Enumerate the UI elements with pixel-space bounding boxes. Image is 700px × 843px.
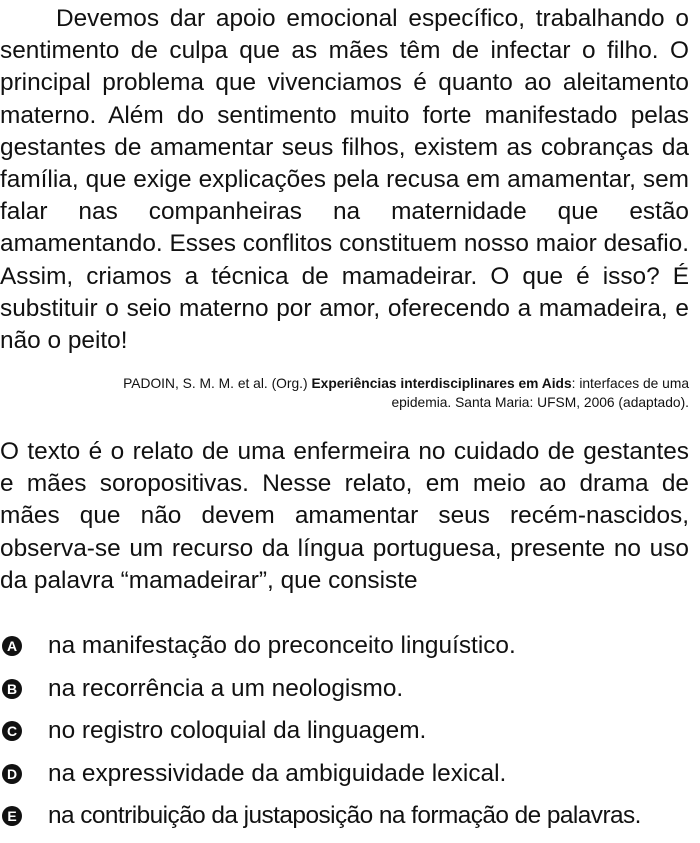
citation-rest: : interfaces de uma epidemia. Santa Maria: UFSM, 2006 (adaptado).	[391, 376, 689, 410]
option-a-text: na manifestação do preconceito linguístico.	[48, 632, 516, 659]
option-a[interactable]	[0, 630, 700, 673]
option-e[interactable]	[0, 800, 700, 843]
source-citation	[89, 374, 689, 412]
option-e-text: na contribuição da justaposição na formação de palavras.	[48, 802, 641, 829]
citation-authors: PADOIN, S. M. M. et al. (Org.)	[123, 376, 308, 391]
option-b-letter-badge: B	[2, 679, 22, 699]
answer-options	[0, 630, 700, 843]
option-e-letter-badge: E	[2, 806, 22, 826]
option-d[interactable]	[0, 758, 700, 801]
option-b[interactable]	[0, 673, 700, 716]
option-a-letter-badge: A	[2, 636, 22, 656]
passage-text: Devemos dar apoio emocional específico, trabalhando o sentimento de culpa que as mães têm de infectar o filho. O principal problema que vivenciamos é quanto ao aleitamento materno. Além do sentimento muito forte manifestado pelas gestantes de amamentar seus filhos, existem as cobranças da família, que exige explicações pela recusa em amamentar, sem falar nas companheiras na maternidade que estão amamentando. Esses conflitos constituem nosso maior desafio. Assim, criamos a técnica de mamadeirar. O que é isso? É substituir o seio materno por amor, oferecendo a mamadeira, e não o peito!	[0, 5, 689, 355]
passage-paragraph	[0, 3, 689, 357]
option-c-letter-badge: C	[2, 721, 22, 741]
option-d-text: na expressividade da ambiguidade lexical.	[48, 759, 507, 787]
question-text: O texto é o relato de uma enfermeira no cuidado de gestantes e mães soropositivas. Nesse relato, em meio ao drama de mães que não devem amamentar seus recém-nascidos, observa-se um recurso da língua portuguesa, presente no uso da palavra “mamadeirar”, que consiste	[0, 438, 689, 594]
option-d-letter-badge: D	[2, 764, 22, 784]
option-c-text: no registro coloquial da linguagem.	[48, 717, 427, 744]
option-c[interactable]	[0, 715, 700, 758]
question-stem	[0, 436, 689, 597]
option-b-text: na recorrência a um neologismo.	[48, 674, 404, 702]
citation-title: Experiências interdisciplinares em Aids	[311, 376, 572, 391]
